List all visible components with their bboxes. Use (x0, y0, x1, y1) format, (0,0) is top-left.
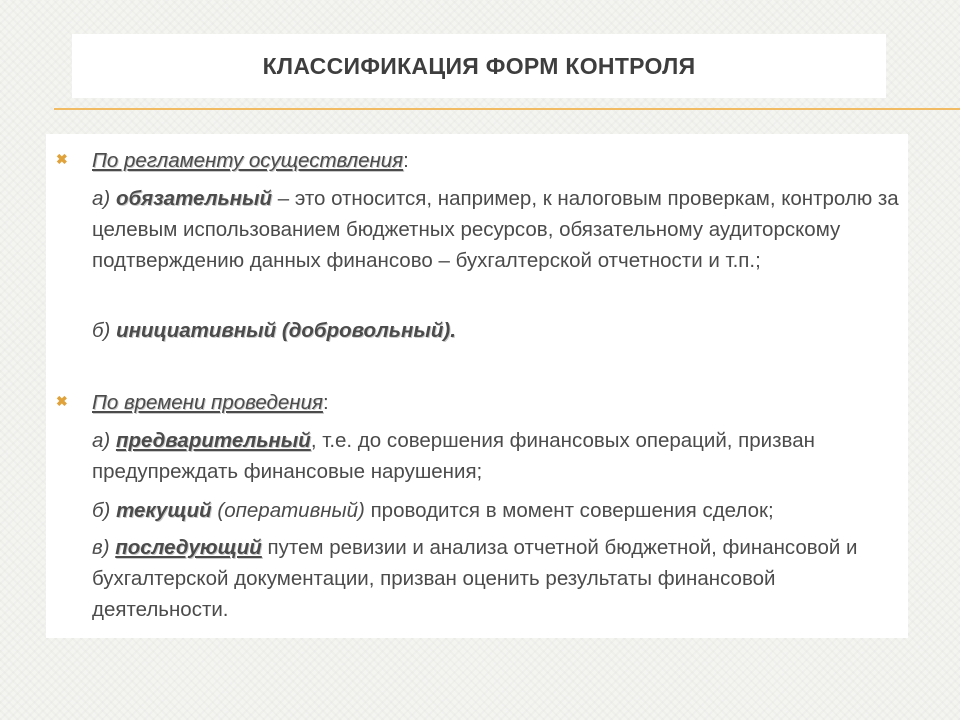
item-term: инициативный (добровольный). (116, 319, 456, 342)
section-heading-colon: : (403, 149, 409, 172)
item-text: проводится в момент совершения сделок; (364, 499, 774, 522)
list-item (92, 315, 902, 346)
bullet-x-icon: ✖ (56, 393, 68, 409)
list-item (92, 425, 902, 487)
item-term: обязательный (115, 187, 273, 210)
item-prefix: б) (92, 499, 117, 522)
section-heading-colon: : (322, 391, 329, 414)
section-heading (92, 390, 329, 416)
item-term: последующий (115, 536, 262, 559)
item-term: предварительный (115, 429, 311, 452)
item-note: (оперативный) (211, 499, 365, 522)
item-prefix: а) (92, 429, 116, 452)
item-text: – это относится, например, к налоговым проверкам, контролю за целевым использованием бюджетных ресурсов, обязательному аудиторскому подтверждению данных финансово – бухгалтерской отчетности и т.п.; (92, 187, 899, 272)
list-item (92, 532, 902, 625)
item-term: текущий (116, 499, 212, 522)
content-panel (46, 134, 908, 638)
list-item (92, 183, 902, 276)
item-prefix: б) (92, 319, 117, 342)
section-heading (92, 148, 409, 174)
item-text: , т.е. до совершения финансовых операций, призван предупреждать финансовые нарушения; (92, 429, 815, 483)
item-text: путем ревизии и анализа отчетной бюджетной, финансовой и бухгалтерской документации, призван оценить результаты финансовой деятельности. (92, 536, 858, 621)
item-prefix: в) (92, 536, 116, 559)
list-item (92, 495, 902, 526)
section-heading-text: По времени проведения (92, 391, 323, 414)
title-divider (54, 108, 960, 110)
slide-title: КЛАССИФИКАЦИЯ ФОРМ КОНТРОЛЯ (262, 52, 696, 79)
item-prefix: а) (92, 187, 116, 210)
section-heading-text: По регламенту осуществления (92, 149, 404, 172)
bullet-x-icon: ✖ (56, 151, 68, 167)
title-box (72, 34, 886, 98)
